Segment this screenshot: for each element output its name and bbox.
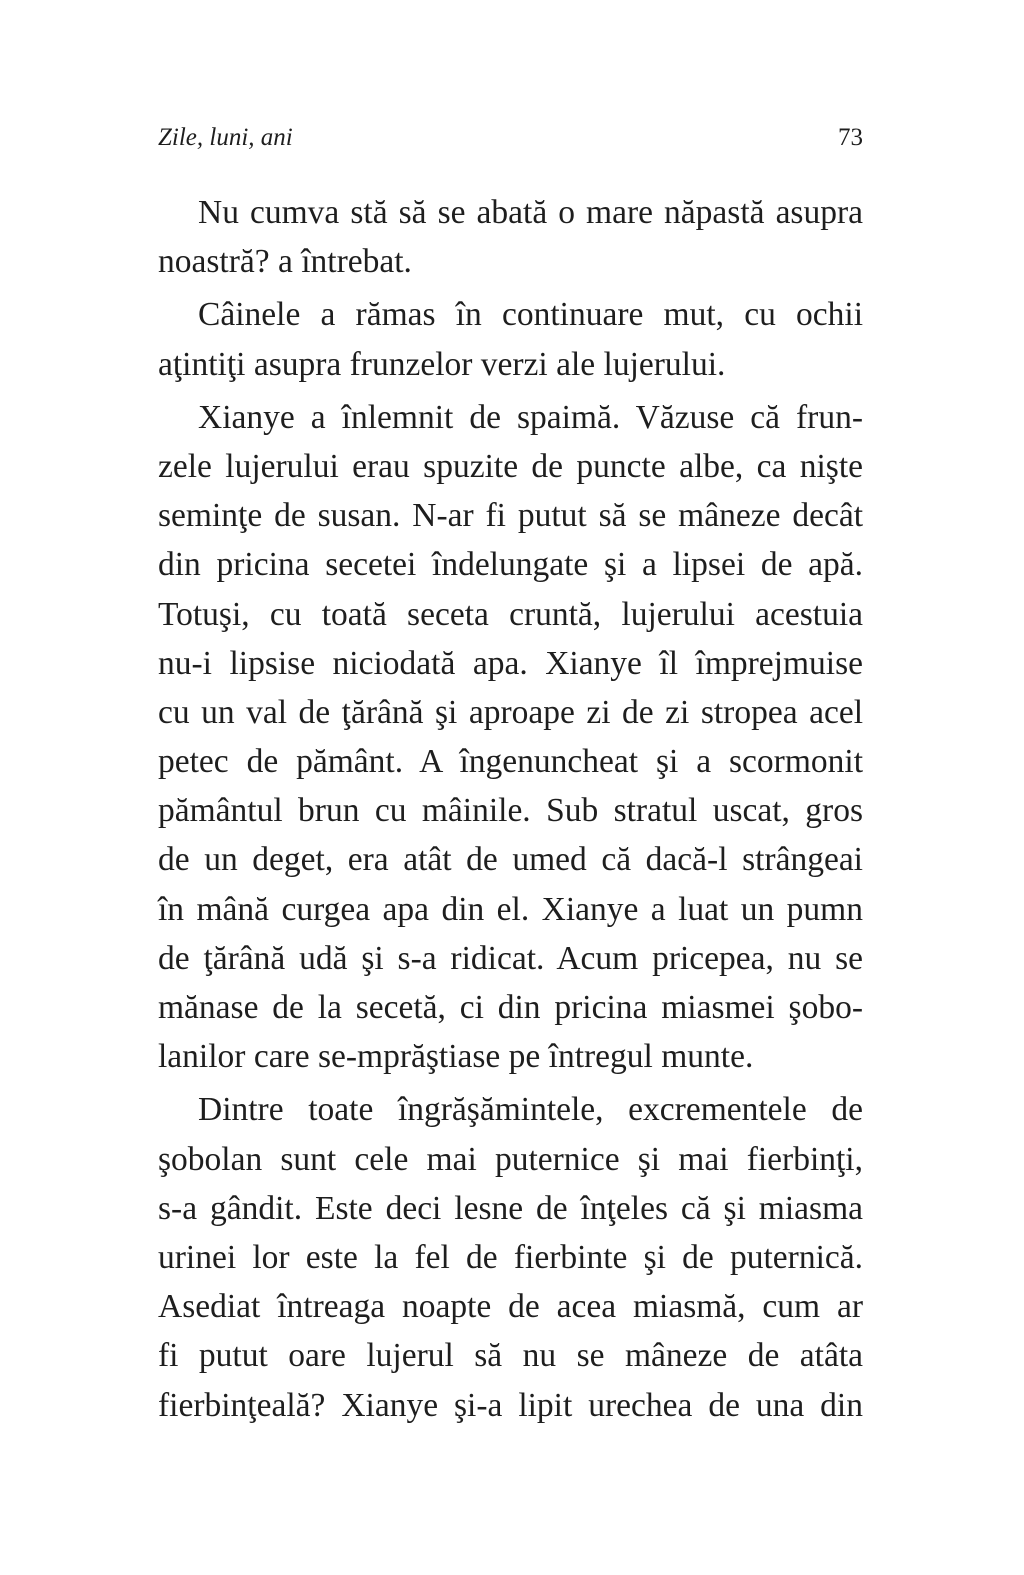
- text-line: s-a gândit. Este deci lesne de înţeles că şi miasma: [158, 1189, 863, 1227]
- text-line: zele lujerului erau spuzite de puncte albe, ca nişte: [158, 447, 863, 485]
- text-line: urinei lor este la fel de fierbinte şi de puternică.: [158, 1238, 863, 1276]
- text-line: aţintiţi asupra frunzelor verzi ale lujerului.: [158, 345, 726, 383]
- text-line: petec de pământ. A îngenuncheat şi a scormonit: [158, 743, 863, 781]
- text-line: Totuşi, cu toată seceta cruntă, lujerului acestuia: [158, 595, 863, 633]
- text-line: pământul brun cu mâinile. Sub stratul uscat, gros: [158, 792, 863, 830]
- text-line: nu-i lipsise niciodată apa. Xianye îl împrejmuise: [158, 644, 863, 682]
- text-line: Dintre toate îngrăşămintele, excrementele de: [198, 1091, 863, 1129]
- text-line: fierbinţeală? Xianye şi-a lipit urechea de una din: [158, 1386, 863, 1424]
- text-line: Asediat întreaga noapte de acea miasmă, cum ar: [158, 1288, 863, 1326]
- text-line: lanilor care se-mprăştiase pe întregul munte.: [158, 1038, 754, 1076]
- text-line: cu un val de ţărână şi aproape zi de zi stropea acel: [158, 693, 863, 731]
- text-line: din pricina secetei îndelungate şi a lipsei de apă.: [158, 546, 863, 584]
- text-line: mănase de la secetă, ci din pricina miasmei şobo-: [158, 989, 863, 1026]
- running-head: [158, 118, 863, 158]
- page-number: 73: [838, 124, 863, 151]
- text-line: în mână curgea apa din el. Xianye a luat un pumn: [158, 890, 863, 928]
- text-line: de ţărână udă şi s-a ridicat. Acum pricepea, nu se: [158, 939, 863, 977]
- text-line: Xianye a înlemnit de spaimă. Văzuse că frun-: [198, 398, 863, 436]
- text-line: noastră? a întrebat.: [158, 243, 412, 281]
- running-title: Zile, luni, ani: [158, 124, 293, 151]
- text-line: Câinele a rămas în continuare mut, cu ochii: [198, 296, 863, 334]
- text-line: fi putut oare lujerul să nu se mâneze de atâta: [158, 1337, 863, 1375]
- text-line: şobolan sunt cele mai puternice şi mai fierbinţi,: [158, 1140, 863, 1178]
- text-line: seminţe de susan. N-ar fi putut să se mâneze decât: [158, 497, 863, 535]
- text-line: de un deget, era atât de umed că dacă-l strângeai: [158, 841, 863, 879]
- body-text: [158, 188, 863, 1430]
- text-line: Nu cumva stă să se abată o mare năpastă asupra: [198, 194, 863, 231]
